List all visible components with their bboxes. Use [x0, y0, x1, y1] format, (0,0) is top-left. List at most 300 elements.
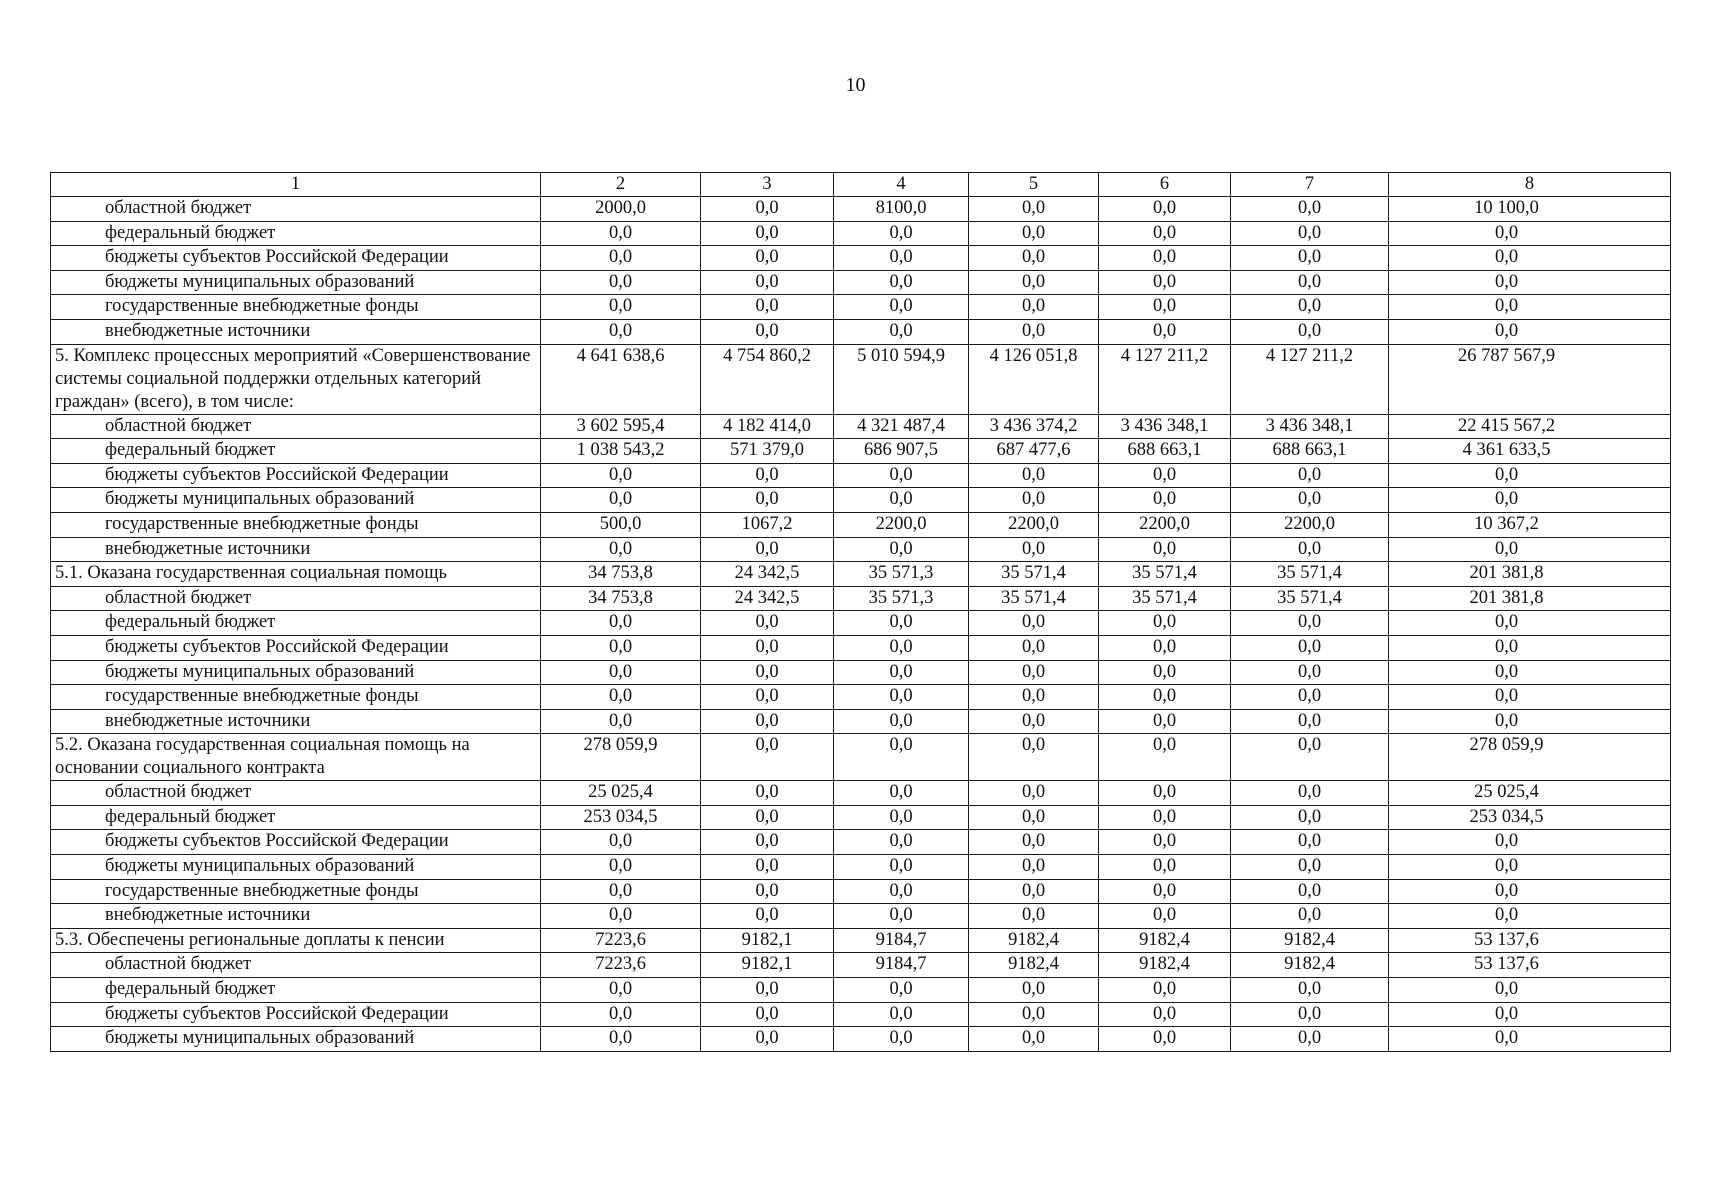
cell-col-8: 0,0 [1389, 463, 1671, 488]
cell-col-8: 0,0 [1389, 879, 1671, 904]
table-row [51, 709, 1671, 734]
cell-col-2: 4 641 638,6 [541, 344, 701, 414]
row-label: областной бюджет [51, 781, 541, 806]
table-row [51, 562, 1671, 587]
cell-col-4: 686 907,5 [834, 439, 969, 464]
cell-col-4: 0,0 [834, 1027, 969, 1052]
cell-col-6: 0,0 [1099, 246, 1231, 271]
cell-col-5: 9182,4 [969, 953, 1099, 978]
cell-col-7: 0,0 [1231, 904, 1389, 929]
row-label: 5.3. Обеспечены региональные доплаты к пенсии [51, 928, 541, 953]
cell-col-5: 0,0 [969, 611, 1099, 636]
cell-col-7: 0,0 [1231, 781, 1389, 806]
cell-col-4: 0,0 [834, 805, 969, 830]
cell-col-7: 0,0 [1231, 734, 1389, 781]
cell-col-7: 0,0 [1231, 635, 1389, 660]
cell-col-5: 0,0 [969, 463, 1099, 488]
row-label: бюджеты субъектов Российской Федерации [51, 635, 541, 660]
cell-col-6: 0,0 [1099, 611, 1231, 636]
row-label: бюджеты субъектов Российской Федерации [51, 1002, 541, 1027]
cell-col-6: 0,0 [1099, 781, 1231, 806]
cell-col-2: 34 753,8 [541, 562, 701, 587]
cell-col-5: 0,0 [969, 805, 1099, 830]
cell-col-7: 9182,4 [1231, 928, 1389, 953]
row-label: федеральный бюджет [51, 805, 541, 830]
table-row [51, 295, 1671, 320]
cell-col-5: 0,0 [969, 537, 1099, 562]
cell-col-2: 0,0 [541, 488, 701, 513]
cell-col-8: 0,0 [1389, 488, 1671, 513]
cell-col-4: 0,0 [834, 246, 969, 271]
cell-col-3: 0,0 [701, 295, 834, 320]
cell-col-2: 500,0 [541, 512, 701, 537]
cell-col-4: 0,0 [834, 660, 969, 685]
cell-col-8: 0,0 [1389, 295, 1671, 320]
row-label: внебюджетные источники [51, 537, 541, 562]
cell-col-6: 0,0 [1099, 537, 1231, 562]
row-label: областной бюджет [51, 414, 541, 439]
table-row [51, 246, 1671, 271]
cell-col-5: 0,0 [969, 221, 1099, 246]
cell-col-8: 4 361 633,5 [1389, 439, 1671, 464]
cell-col-8: 0,0 [1389, 319, 1671, 344]
cell-col-7: 0,0 [1231, 855, 1389, 880]
cell-col-3: 0,0 [701, 463, 834, 488]
column-header-5: 5 [969, 173, 1099, 197]
cell-col-3: 24 342,5 [701, 562, 834, 587]
cell-col-3: 1067,2 [701, 512, 834, 537]
cell-col-6: 35 571,4 [1099, 562, 1231, 587]
row-label: бюджеты муниципальных образований [51, 660, 541, 685]
row-label: бюджеты муниципальных образований [51, 488, 541, 513]
row-label: бюджеты муниципальных образований [51, 855, 541, 880]
cell-col-7: 0,0 [1231, 709, 1389, 734]
cell-col-4: 0,0 [834, 734, 969, 781]
cell-col-5: 0,0 [969, 879, 1099, 904]
table-row [51, 1002, 1671, 1027]
cell-col-2: 0,0 [541, 978, 701, 1003]
cell-col-5: 0,0 [969, 295, 1099, 320]
cell-col-2: 0,0 [541, 709, 701, 734]
cell-col-5: 0,0 [969, 685, 1099, 710]
cell-col-6: 0,0 [1099, 295, 1231, 320]
column-header-2: 2 [541, 173, 701, 197]
cell-col-3: 0,0 [701, 319, 834, 344]
cell-col-4: 5 010 594,9 [834, 344, 969, 414]
cell-col-7: 0,0 [1231, 270, 1389, 295]
row-label: федеральный бюджет [51, 978, 541, 1003]
table-row [51, 660, 1671, 685]
cell-col-8: 10 367,2 [1389, 512, 1671, 537]
budget-table [50, 172, 1671, 1052]
cell-col-2: 253 034,5 [541, 805, 701, 830]
cell-col-5: 0,0 [969, 197, 1099, 222]
cell-col-5: 0,0 [969, 246, 1099, 271]
cell-col-4: 35 571,3 [834, 586, 969, 611]
column-header-8: 8 [1389, 173, 1671, 197]
cell-col-3: 0,0 [701, 978, 834, 1003]
cell-col-7: 0,0 [1231, 488, 1389, 513]
cell-col-5: 0,0 [969, 904, 1099, 929]
cell-col-4: 0,0 [834, 855, 969, 880]
cell-col-2: 0,0 [541, 685, 701, 710]
cell-col-3: 0,0 [701, 1027, 834, 1052]
cell-col-3: 0,0 [701, 855, 834, 880]
cell-col-8: 26 787 567,9 [1389, 344, 1671, 414]
cell-col-7: 0,0 [1231, 221, 1389, 246]
cell-col-2: 34 753,8 [541, 586, 701, 611]
cell-col-6: 0,0 [1099, 319, 1231, 344]
cell-col-7: 0,0 [1231, 611, 1389, 636]
cell-col-3: 0,0 [701, 660, 834, 685]
cell-col-4: 0,0 [834, 978, 969, 1003]
cell-col-7: 0,0 [1231, 1002, 1389, 1027]
cell-col-2: 0,0 [541, 611, 701, 636]
cell-col-3: 4 182 414,0 [701, 414, 834, 439]
cell-col-5: 0,0 [969, 270, 1099, 295]
cell-col-2: 7223,6 [541, 953, 701, 978]
cell-col-6: 0,0 [1099, 1002, 1231, 1027]
cell-col-5: 3 436 374,2 [969, 414, 1099, 439]
cell-col-4: 9184,7 [834, 928, 969, 953]
cell-col-7: 35 571,4 [1231, 586, 1389, 611]
cell-col-7: 0,0 [1231, 197, 1389, 222]
cell-col-5: 0,0 [969, 635, 1099, 660]
cell-col-3: 0,0 [701, 904, 834, 929]
cell-col-5: 0,0 [969, 781, 1099, 806]
row-label: бюджеты муниципальных образований [51, 1027, 541, 1052]
cell-col-5: 0,0 [969, 830, 1099, 855]
cell-col-2: 0,0 [541, 904, 701, 929]
cell-col-4: 0,0 [834, 221, 969, 246]
cell-col-5: 2200,0 [969, 512, 1099, 537]
cell-col-6: 9182,4 [1099, 953, 1231, 978]
cell-col-6: 0,0 [1099, 1027, 1231, 1052]
cell-col-2: 0,0 [541, 855, 701, 880]
cell-col-7: 0,0 [1231, 246, 1389, 271]
cell-col-5: 0,0 [969, 1002, 1099, 1027]
table-row [51, 928, 1671, 953]
cell-col-8: 0,0 [1389, 904, 1671, 929]
row-label: внебюджетные источники [51, 709, 541, 734]
table-row [51, 512, 1671, 537]
cell-col-6: 0,0 [1099, 978, 1231, 1003]
cell-col-5: 0,0 [969, 488, 1099, 513]
cell-col-6: 0,0 [1099, 805, 1231, 830]
cell-col-8: 0,0 [1389, 635, 1671, 660]
cell-col-3: 0,0 [701, 709, 834, 734]
cell-col-2: 0,0 [541, 537, 701, 562]
cell-col-6: 0,0 [1099, 855, 1231, 880]
cell-col-8: 0,0 [1389, 270, 1671, 295]
table-row [51, 1027, 1671, 1052]
table-row [51, 463, 1671, 488]
cell-col-4: 0,0 [834, 1002, 969, 1027]
cell-col-4: 4 321 487,4 [834, 414, 969, 439]
cell-col-6: 0,0 [1099, 830, 1231, 855]
cell-col-7: 0,0 [1231, 537, 1389, 562]
cell-col-3: 4 754 860,2 [701, 344, 834, 414]
table-row [51, 879, 1671, 904]
table-row [51, 537, 1671, 562]
cell-col-2: 0,0 [541, 1027, 701, 1052]
cell-col-7: 9182,4 [1231, 953, 1389, 978]
cell-col-8: 0,0 [1389, 1027, 1671, 1052]
cell-col-8: 25 025,4 [1389, 781, 1671, 806]
cell-col-4: 8100,0 [834, 197, 969, 222]
table-row [51, 805, 1671, 830]
table-row [51, 439, 1671, 464]
cell-col-2: 0,0 [541, 660, 701, 685]
table-row [51, 586, 1671, 611]
cell-col-7: 0,0 [1231, 805, 1389, 830]
cell-col-2: 0,0 [541, 879, 701, 904]
cell-col-4: 9184,7 [834, 953, 969, 978]
table-row [51, 611, 1671, 636]
column-header-1: 1 [51, 173, 541, 197]
row-label: государственные внебюджетные фонды [51, 295, 541, 320]
cell-col-4: 0,0 [834, 635, 969, 660]
cell-col-6: 2200,0 [1099, 512, 1231, 537]
cell-col-3: 0,0 [701, 734, 834, 781]
cell-col-3: 0,0 [701, 830, 834, 855]
cell-col-6: 0,0 [1099, 221, 1231, 246]
cell-col-6: 0,0 [1099, 488, 1231, 513]
cell-col-7: 0,0 [1231, 319, 1389, 344]
row-label: областной бюджет [51, 197, 541, 222]
cell-col-3: 571 379,0 [701, 439, 834, 464]
cell-col-4: 0,0 [834, 270, 969, 295]
table-row [51, 734, 1671, 781]
cell-col-4: 0,0 [834, 488, 969, 513]
cell-col-4: 0,0 [834, 295, 969, 320]
cell-col-6: 0,0 [1099, 734, 1231, 781]
column-header-4: 4 [834, 173, 969, 197]
cell-col-6: 9182,4 [1099, 928, 1231, 953]
cell-col-4: 0,0 [834, 904, 969, 929]
cell-col-8: 0,0 [1389, 830, 1671, 855]
cell-col-4: 0,0 [834, 685, 969, 710]
cell-col-5: 9182,4 [969, 928, 1099, 953]
cell-col-6: 0,0 [1099, 709, 1231, 734]
cell-col-4: 0,0 [834, 537, 969, 562]
cell-col-3: 0,0 [701, 1002, 834, 1027]
cell-col-7: 0,0 [1231, 295, 1389, 320]
column-header-3: 3 [701, 173, 834, 197]
cell-col-6: 688 663,1 [1099, 439, 1231, 464]
cell-col-3: 0,0 [701, 781, 834, 806]
cell-col-5: 4 126 051,8 [969, 344, 1099, 414]
cell-col-4: 0,0 [834, 830, 969, 855]
cell-col-5: 0,0 [969, 660, 1099, 685]
cell-col-8: 22 415 567,2 [1389, 414, 1671, 439]
cell-col-7: 0,0 [1231, 685, 1389, 710]
cell-col-2: 0,0 [541, 830, 701, 855]
cell-col-6: 0,0 [1099, 904, 1231, 929]
cell-col-6: 0,0 [1099, 270, 1231, 295]
cell-col-8: 0,0 [1389, 855, 1671, 880]
table-row [51, 904, 1671, 929]
cell-col-3: 0,0 [701, 611, 834, 636]
cell-col-2: 0,0 [541, 295, 701, 320]
cell-col-7: 0,0 [1231, 463, 1389, 488]
cell-col-6: 3 436 348,1 [1099, 414, 1231, 439]
cell-col-6: 0,0 [1099, 685, 1231, 710]
cell-col-6: 0,0 [1099, 197, 1231, 222]
row-label: областной бюджет [51, 953, 541, 978]
cell-col-3: 0,0 [701, 221, 834, 246]
row-label: бюджеты субъектов Российской Федерации [51, 830, 541, 855]
cell-col-8: 0,0 [1389, 221, 1671, 246]
cell-col-5: 0,0 [969, 734, 1099, 781]
cell-col-7: 0,0 [1231, 660, 1389, 685]
cell-col-5: 0,0 [969, 319, 1099, 344]
cell-col-4: 0,0 [834, 319, 969, 344]
cell-col-8: 53 137,6 [1389, 928, 1671, 953]
table-body [51, 197, 1671, 1052]
cell-col-2: 7223,6 [541, 928, 701, 953]
row-label: бюджеты субъектов Российской Федерации [51, 463, 541, 488]
cell-col-4: 2200,0 [834, 512, 969, 537]
cell-col-6: 4 127 211,2 [1099, 344, 1231, 414]
cell-col-5: 35 571,4 [969, 562, 1099, 587]
cell-col-5: 0,0 [969, 855, 1099, 880]
row-label: федеральный бюджет [51, 221, 541, 246]
cell-col-3: 9182,1 [701, 928, 834, 953]
table-row [51, 319, 1671, 344]
cell-col-4: 0,0 [834, 463, 969, 488]
row-label: бюджеты муниципальных образований [51, 270, 541, 295]
cell-col-8: 10 100,0 [1389, 197, 1671, 222]
cell-col-8: 0,0 [1389, 246, 1671, 271]
table-row [51, 270, 1671, 295]
cell-col-3: 0,0 [701, 488, 834, 513]
cell-col-6: 35 571,4 [1099, 586, 1231, 611]
row-label: 5.2. Оказана государственная социальная помощь на основании социального контракта [51, 734, 541, 781]
cell-col-2: 0,0 [541, 319, 701, 344]
cell-col-5: 0,0 [969, 978, 1099, 1003]
cell-col-7: 0,0 [1231, 978, 1389, 1003]
cell-col-7: 0,0 [1231, 879, 1389, 904]
row-label: государственные внебюджетные фонды [51, 512, 541, 537]
table-row [51, 635, 1671, 660]
cell-col-3: 0,0 [701, 685, 834, 710]
row-label: 5.1. Оказана государственная социальная помощь [51, 562, 541, 587]
table-row [51, 978, 1671, 1003]
table-row [51, 953, 1671, 978]
cell-col-3: 24 342,5 [701, 586, 834, 611]
cell-col-3: 0,0 [701, 879, 834, 904]
cell-col-2: 0,0 [541, 221, 701, 246]
cell-col-4: 35 571,3 [834, 562, 969, 587]
cell-col-6: 0,0 [1099, 463, 1231, 488]
cell-col-3: 0,0 [701, 635, 834, 660]
cell-col-7: 688 663,1 [1231, 439, 1389, 464]
cell-col-4: 0,0 [834, 709, 969, 734]
cell-col-8: 253 034,5 [1389, 805, 1671, 830]
row-label: внебюджетные источники [51, 319, 541, 344]
row-label: государственные внебюджетные фонды [51, 879, 541, 904]
cell-col-8: 0,0 [1389, 537, 1671, 562]
cell-col-8: 0,0 [1389, 685, 1671, 710]
cell-col-3: 9182,1 [701, 953, 834, 978]
cell-col-6: 0,0 [1099, 879, 1231, 904]
table-row [51, 830, 1671, 855]
cell-col-5: 0,0 [969, 709, 1099, 734]
table-row [51, 685, 1671, 710]
cell-col-5: 687 477,6 [969, 439, 1099, 464]
row-label: 5. Комплекс процессных мероприятий «Совершенствование системы социальной поддержки отдельных категорий граждан» (всего), в том числе: [51, 344, 541, 414]
table-row [51, 414, 1671, 439]
row-label: областной бюджет [51, 586, 541, 611]
cell-col-6: 0,0 [1099, 660, 1231, 685]
cell-col-7: 35 571,4 [1231, 562, 1389, 587]
cell-col-2: 278 059,9 [541, 734, 701, 781]
cell-col-6: 0,0 [1099, 635, 1231, 660]
cell-col-8: 0,0 [1389, 978, 1671, 1003]
cell-col-2: 0,0 [541, 1002, 701, 1027]
cell-col-8: 0,0 [1389, 611, 1671, 636]
cell-col-7: 2200,0 [1231, 512, 1389, 537]
cell-col-8: 0,0 [1389, 660, 1671, 685]
cell-col-8: 201 381,8 [1389, 562, 1671, 587]
row-label: федеральный бюджет [51, 611, 541, 636]
cell-col-2: 25 025,4 [541, 781, 701, 806]
cell-col-3: 0,0 [701, 246, 834, 271]
cell-col-8: 0,0 [1389, 709, 1671, 734]
row-label: бюджеты субъектов Российской Федерации [51, 246, 541, 271]
cell-col-3: 0,0 [701, 270, 834, 295]
cell-col-7: 3 436 348,1 [1231, 414, 1389, 439]
cell-col-3: 0,0 [701, 537, 834, 562]
table-row [51, 781, 1671, 806]
cell-col-8: 278 059,9 [1389, 734, 1671, 781]
cell-col-8: 201 381,8 [1389, 586, 1671, 611]
cell-col-4: 0,0 [834, 611, 969, 636]
cell-col-2: 2000,0 [541, 197, 701, 222]
table-header-row [51, 173, 1671, 197]
cell-col-4: 0,0 [834, 879, 969, 904]
cell-col-2: 0,0 [541, 270, 701, 295]
row-label: федеральный бюджет [51, 439, 541, 464]
cell-col-2: 0,0 [541, 246, 701, 271]
table-row [51, 344, 1671, 414]
cell-col-2: 1 038 543,2 [541, 439, 701, 464]
column-header-7: 7 [1231, 173, 1389, 197]
cell-col-4: 0,0 [834, 781, 969, 806]
table-row [51, 221, 1671, 246]
column-header-6: 6 [1099, 173, 1231, 197]
cell-col-2: 0,0 [541, 635, 701, 660]
page-number: 10 [845, 74, 866, 96]
cell-col-2: 3 602 595,4 [541, 414, 701, 439]
table-row [51, 855, 1671, 880]
cell-col-7: 0,0 [1231, 1027, 1389, 1052]
row-label: внебюджетные источники [51, 904, 541, 929]
table-row [51, 197, 1671, 222]
cell-col-8: 0,0 [1389, 1002, 1671, 1027]
cell-col-5: 0,0 [969, 1027, 1099, 1052]
cell-col-7: 4 127 211,2 [1231, 344, 1389, 414]
cell-col-7: 0,0 [1231, 830, 1389, 855]
cell-col-2: 0,0 [541, 463, 701, 488]
row-label: государственные внебюджетные фонды [51, 685, 541, 710]
cell-col-5: 35 571,4 [969, 586, 1099, 611]
cell-col-8: 53 137,6 [1389, 953, 1671, 978]
table-row [51, 488, 1671, 513]
cell-col-3: 0,0 [701, 805, 834, 830]
cell-col-3: 0,0 [701, 197, 834, 222]
